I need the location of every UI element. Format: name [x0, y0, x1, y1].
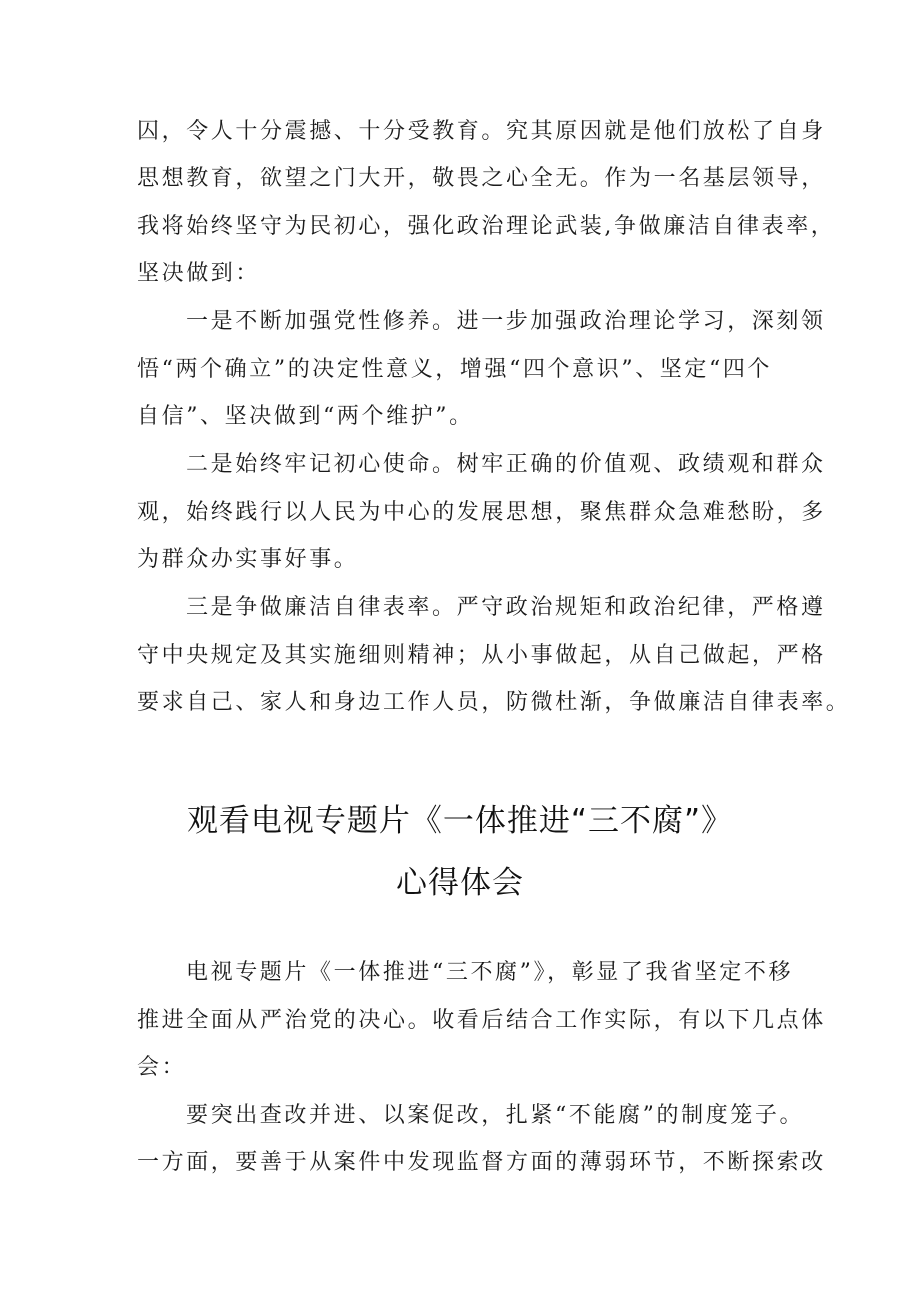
article-title-line-1: 观看电视专题片《一体推进“三不腐”》	[186, 803, 734, 839]
paragraph-line: 会：	[137, 1055, 187, 1080]
paragraph-line: 二是始终牢记初心使命。树牢正确的价值观、政绩观和群众	[186, 452, 826, 477]
paragraph-line: 悟“两个确立”的决定性意义，增强“四个意识”、坚定“四个	[137, 357, 773, 382]
article-title-line-2: 心得体会	[396, 865, 524, 901]
paragraph-line: 一方面，要善于从案件中发现监督方面的薄弱环节，不断探索改	[137, 1150, 826, 1175]
paragraph-line: 思想教育，欲望之门大开，敬畏之心全无。作为一名基层领导，	[137, 166, 826, 191]
paragraph-line: 坚决做到：	[137, 261, 261, 286]
paragraph-line: 三是争做廉洁自律表率。严守政治规矩和政治纪律，严格遵	[186, 595, 826, 620]
paragraph-line: 一是不断加强党性修养。进一步加强政治理论学习，深刻领	[186, 309, 826, 334]
paragraph-line: 电视专题片《一体推进“三不腐”》，彰显了我省坚定不移	[186, 960, 794, 985]
paragraph-line: 推进全面从严治党的决心。收看后结合工作实际，有以下几点体	[137, 1008, 826, 1033]
paragraph-line: 我将始终坚守为民初心，强化政治理论武装,争做廉洁自律表率，	[137, 214, 836, 239]
paragraph-line: 要求自己、家人和身边工作人员，防微杜渐，争做廉洁自律表率。	[137, 690, 851, 715]
paragraph-line: 囚，令人十分震撼、十分受教育。究其原因就是他们放松了自身	[137, 119, 826, 144]
paragraph-line: 观，始终践行以人民为中心的发展思想，聚焦群众急难愁盼，多	[137, 500, 826, 525]
paragraph-line: 为群众办实事好事。	[137, 547, 359, 572]
paragraph-line: 自信”、坚决做到“两个维护”。	[137, 404, 474, 429]
paragraph-line: 要突出查改并进、以案促改，扎紧“不能腐”的制度笼子。	[186, 1103, 805, 1128]
paragraph-line: 守中央规定及其实施细则精神；从小事做起，从自己做起，严格	[137, 643, 826, 668]
